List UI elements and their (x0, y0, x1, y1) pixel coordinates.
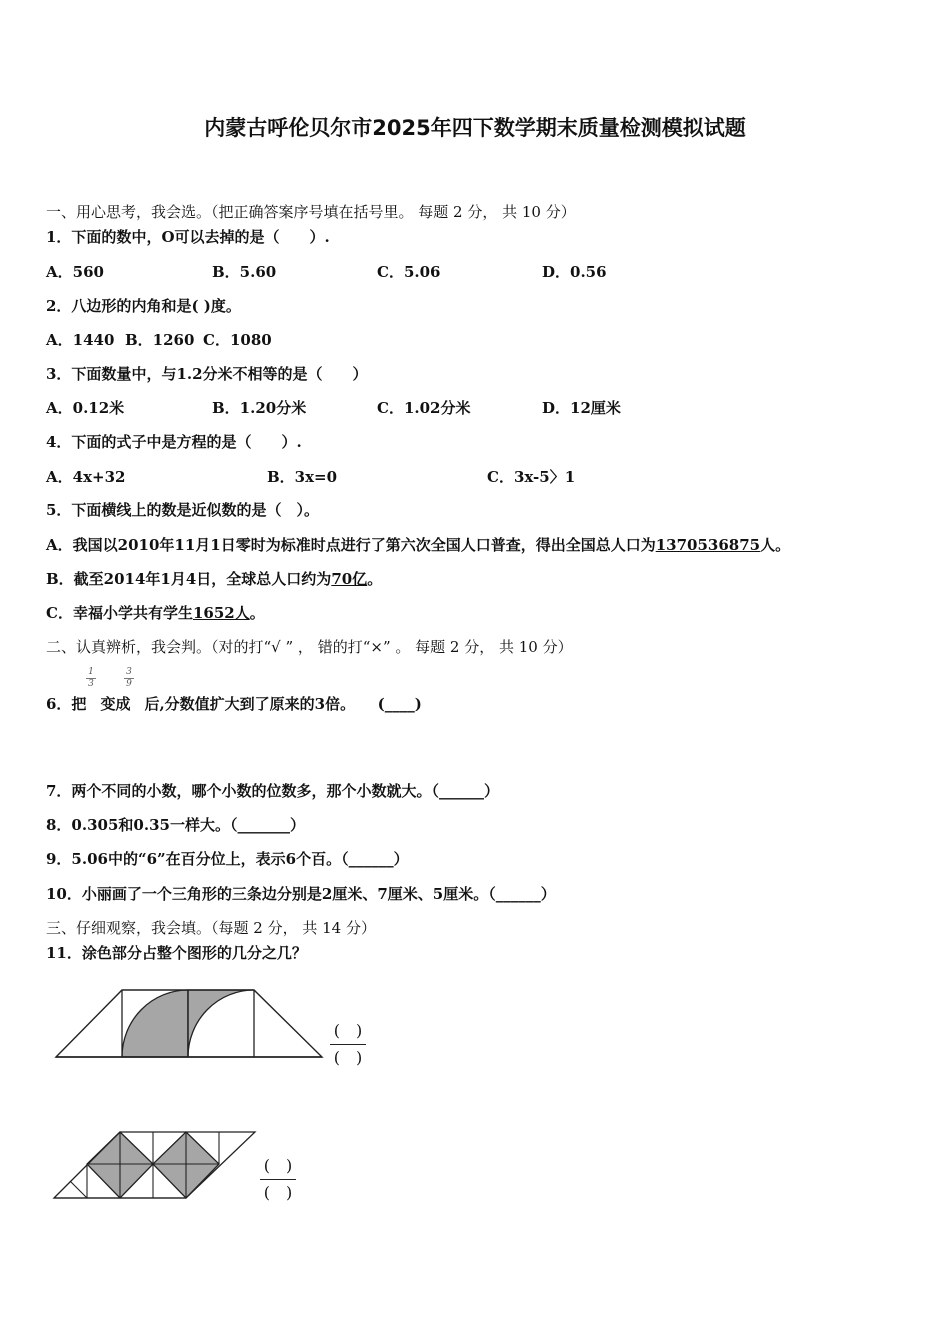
question-3-stem: 3．下面数量中，与1.2分米不相等的是（ ） (46, 365, 368, 383)
q5-b-text: B．截至2014年1月4日，全球总人口约为 (46, 570, 332, 588)
q11-fig1-answer[interactable] (328, 1020, 368, 1069)
q4-option-c[interactable]: C．3x-5〉1 (487, 468, 576, 486)
q11-fig1-numerator-blank[interactable]: ( ) (333, 1021, 363, 1040)
q11-fig2-numerator-blank[interactable]: ( ) (263, 1156, 293, 1175)
q6-text-2: 变成 (100, 695, 131, 713)
question-2-stem: 2．八边形的内角和是( )度。 (46, 297, 241, 315)
q6-fraction-2 (124, 668, 134, 689)
q2-option-b[interactable]: B．1260 (125, 331, 195, 349)
q5-a-tail: 人。 (760, 536, 791, 554)
q6-text-1: 6．把 (46, 695, 87, 713)
question-11-stem: 11．涂色部分占整个图形的几分之几？ (46, 944, 307, 962)
q11-fig1-shaded-2 (188, 990, 254, 1057)
q11-fig1-shaded-1 (122, 990, 188, 1057)
q2-option-c[interactable]: C．1080 (203, 331, 272, 349)
q6-frac1-denominator: 3 (88, 679, 94, 689)
q11-fig1-denominator-blank[interactable]: ( ) (333, 1048, 363, 1067)
question-6-stem (46, 694, 422, 714)
q6-fraction-1 (86, 668, 96, 689)
q5-c-text: C．幸福小学共有学生 (46, 604, 193, 622)
q5-option-a[interactable] (46, 535, 790, 555)
question-7-stem: 7．两个不同的小数，哪个小数的位数多，那个小数就大。（______） (46, 782, 499, 800)
q6-frac2-numerator: 3 (126, 667, 132, 677)
q5-b-tail: 。 (367, 570, 383, 588)
q3-option-a[interactable]: A．0.12米 (46, 399, 125, 417)
q6-frac1-numerator: 1 (88, 667, 94, 677)
question-5-stem: 5．下面横线上的数是近似数的是（ ）。 (46, 501, 319, 519)
question-9-stem: 9．5.06中的“6”在百分位上，表示6个百。（______） (46, 850, 409, 868)
q3-option-d[interactable]: D．12厘米 (542, 399, 621, 417)
q5-a-text: A．我国以2010年11月1日零时为标准时点进行了第六次全国人口普查，得出全国总人口为 (46, 536, 656, 554)
q4-option-a[interactable]: A．4x+32 (46, 468, 126, 486)
q3-option-c[interactable]: C．1.02分米 (377, 399, 471, 417)
question-8-stem: 8．0.305和0.35一样大。（_______） (46, 816, 305, 834)
section-2-heading: 二、认真辨析，我会判。（对的打“√ ” ， 错的打“×” 。 每题 2 分， 共 10 分） (46, 638, 573, 656)
q6-frac2-denominator: 9 (126, 679, 132, 689)
q11-figure-trapezoid (50, 985, 330, 1065)
q11-fig2-denominator-blank[interactable]: ( ) (263, 1183, 293, 1202)
question-10-stem: 10．小丽画了一个三角形的三条边分别是2厘米、7厘米、5厘米。（______） (46, 885, 556, 903)
q1-option-c[interactable]: C．5.06 (377, 263, 441, 281)
q5-c-underlined: 1652人 (192, 604, 250, 622)
q5-option-b[interactable] (46, 569, 382, 589)
q1-option-b[interactable]: B．5.60 (212, 263, 277, 281)
page-title: 内蒙古呼伦贝尔市2025年四下数学期末质量检测模拟试题 (204, 116, 746, 140)
q2-option-a[interactable]: A．1440 (46, 331, 115, 349)
q3-option-b[interactable]: B．1.20分米 (212, 399, 307, 417)
q4-option-b[interactable]: B．3x=0 (267, 468, 338, 486)
q11-figure-parallelogram (50, 1128, 265, 1206)
section-3-heading: 三、仔细观察，我会填。（每题 2 分， 共 14 分） (46, 919, 376, 937)
q5-a-underlined: 1370536875 (655, 536, 761, 554)
q1-option-a[interactable]: A．560 (46, 263, 104, 281)
question-4-stem: 4．下面的式子中是方程的是（ ）. (46, 433, 302, 451)
q11-fig2-answer[interactable] (258, 1155, 298, 1204)
section-1-heading: 一、用心思考，我会选。（把正确答案序号填在括号里。 每题 2 分， 共 10 分） (46, 203, 576, 221)
q5-option-c[interactable] (46, 603, 265, 623)
q1-option-d[interactable]: D．0.56 (542, 263, 607, 281)
question-1-stem: 1．下面的数中，O可以去掉的是（ ）. (46, 228, 330, 246)
q5-b-underlined: 70亿 (331, 570, 368, 588)
q5-c-tail: 。 (249, 604, 265, 622)
q6-text-3: 后,分数值扩大到了原来的3倍。 (____) (144, 695, 422, 713)
